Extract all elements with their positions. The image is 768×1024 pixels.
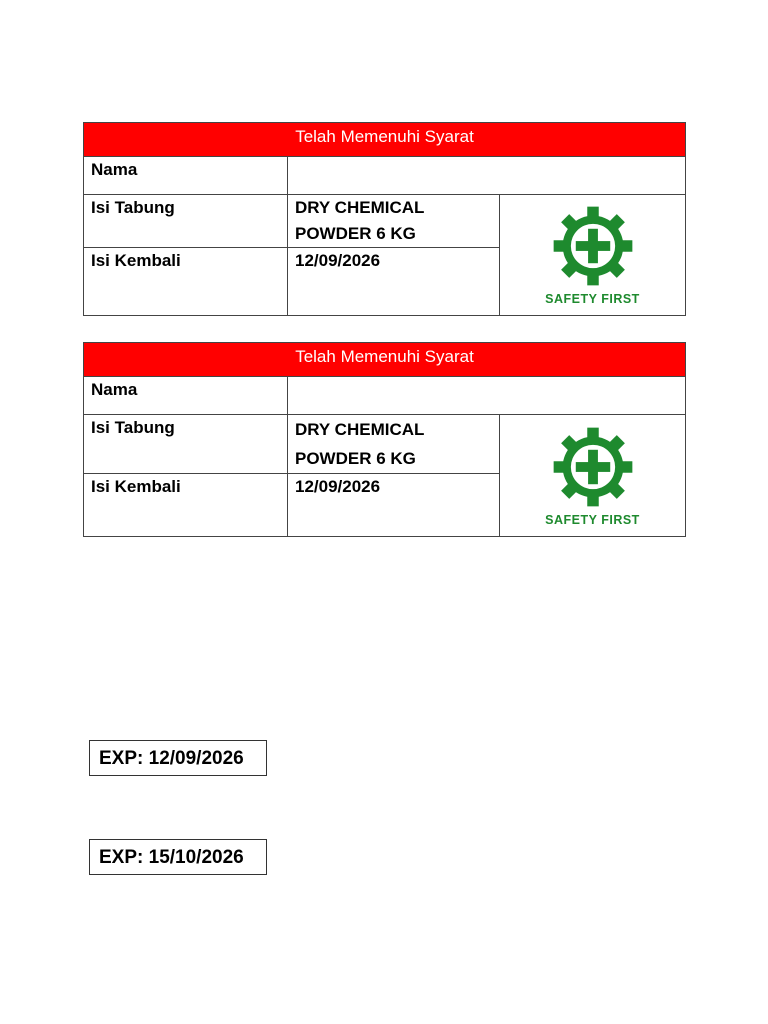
logo-text: SAFETY FIRST: [545, 292, 640, 306]
gear-cross-icon: [552, 205, 634, 287]
isi-tabung-label: Isi Tabung: [84, 415, 288, 474]
nama-label: Nama: [84, 377, 288, 415]
isi-tabung-label: Isi Tabung: [84, 195, 288, 248]
safety-first-logo: [500, 195, 686, 316]
logo-text: SAFETY FIRST: [545, 512, 640, 527]
exp-label-1: EXP: 12/09/2026: [89, 740, 267, 776]
isi-kembali-label: Isi Kembali: [84, 248, 288, 316]
nama-label: Nama: [84, 157, 288, 195]
safety-first-logo: [500, 415, 686, 537]
gear-cross-icon: [552, 426, 634, 508]
label-header: Telah Memenuhi Syarat: [84, 123, 686, 157]
nama-value: [288, 157, 686, 195]
nama-value: [288, 377, 686, 415]
isi-kembali-label: Isi Kembali: [84, 474, 288, 537]
isi-tabung-value: DRY CHEMICAL POWDER 6 KG: [288, 195, 500, 248]
isi-kembali-value: 12/09/2026: [288, 474, 500, 537]
label-header: Telah Memenuhi Syarat: [84, 343, 686, 377]
exp-label-2: EXP: 15/10/2026: [89, 839, 267, 875]
isi-kembali-value: 12/09/2026: [288, 248, 500, 316]
inspection-label-2: [83, 342, 686, 537]
inspection-label-1: [83, 122, 686, 316]
isi-tabung-value: DRY CHEMICAL POWDER 6 KG: [288, 415, 500, 474]
